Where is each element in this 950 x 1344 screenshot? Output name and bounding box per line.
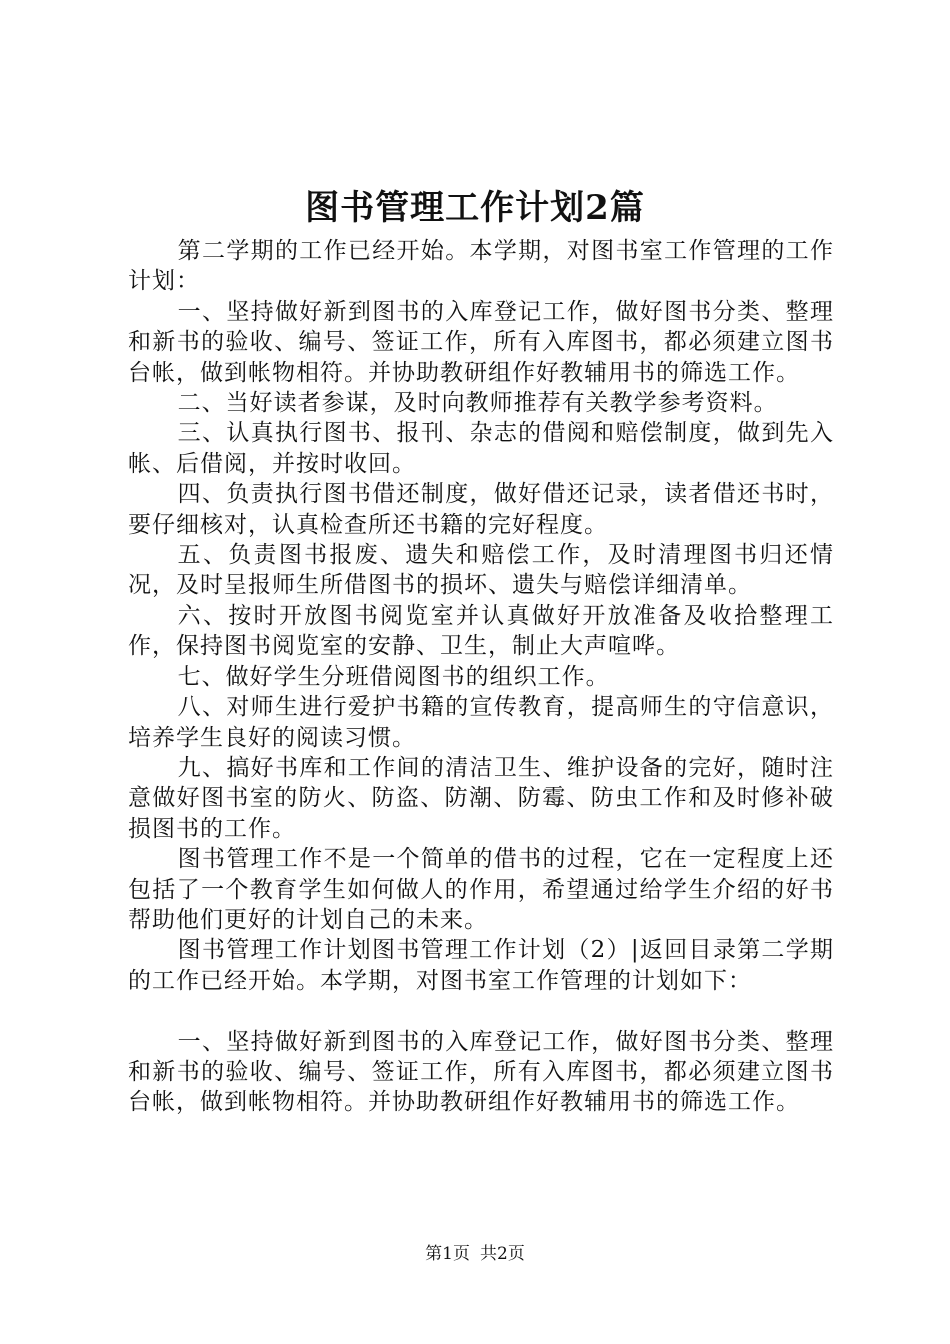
paragraph-item-3: 三、认真执行图书、报刊、杂志的借阅和赔偿制度，做到先入帐、后借阅，并按时收回。 [128,420,834,477]
paragraph-item-5: 五、负责图书报废、遗失和赔偿工作，及时清理图书归还情况，及时呈报师生所借图书的损坏、遗失与赔偿详细清单。 [128,542,834,599]
paragraph-item-9: 九、搞好书库和工作间的清洁卫生、维护设备的完好，随时注意做好图书室的防火、防盗、防潮、防霉、防虫工作和及时修补破损图书的工作。 [128,754,834,842]
paragraph-item-8: 八、对师生进行爱护书籍的宣传教育，提高师生的守信意识，培养学生良好的阅读习惯。 [128,694,834,751]
paragraph-item-4: 四、负责执行图书借还制度，做好借还记录，读者借还书时，要仔细核对，认真检查所还书籍的完好程度。 [128,481,834,538]
paragraph-item-6: 六、按时开放图书阅览室并认真做好开放准备及收拾整理工作，保持图书阅览室的安静、卫生，制止大声喧哗。 [128,602,834,660]
document-body [128,236,834,1118]
paragraph-summary: 图书管理工作不是一个简单的借书的过程，它在一定程度上还包括了一个教育学生如何做人的作用，希望通过给学生介绍的好书帮助他们更好的计划自己的未来。 [128,846,834,933]
page-footer [0,1242,950,1266]
page-number-current: 第1页 [425,1244,470,1264]
paragraph-intro: 第二学期的工作已经开始。本学期，对图书室工作管理的工作计划： [128,238,834,295]
page-number-total: 共2页 [480,1244,525,1264]
paragraph-item-7: 七、做好学生分班借阅图书的组织工作。 [177,663,610,690]
document-title: 图书管理工作计划2篇 [305,188,645,228]
paragraph-item-2: 二、当好读者参谋，及时向教师推荐有关教学参考资料。 [177,390,778,417]
paragraph-item-1: 一、坚持做好新到图书的入库登记工作，做好图书分类、整理和新书的验收、编号、签证工作，所有入库图书，都必须建立图书台帐，做到帐物相符。并协助教研组作好教辅用书的筛选工作。 [128,298,834,386]
paragraph-part-2-intro: 图书管理工作计划图书管理工作计划（2）|返回目录第二学期的工作已经开始。本学期，对图书室工作管理的计划如下： [128,937,834,994]
paragraph-spacer [128,996,834,1026]
paragraph-part-2-item-1: 一、坚持做好新到图书的入库登记工作，做好图书分类、整理和新书的验收、编号、签证工作，所有入库图书，都必须建立图书台帐，做到帐物相符。并协助教研组作好教辅用书的筛选工作。 [128,1028,834,1116]
